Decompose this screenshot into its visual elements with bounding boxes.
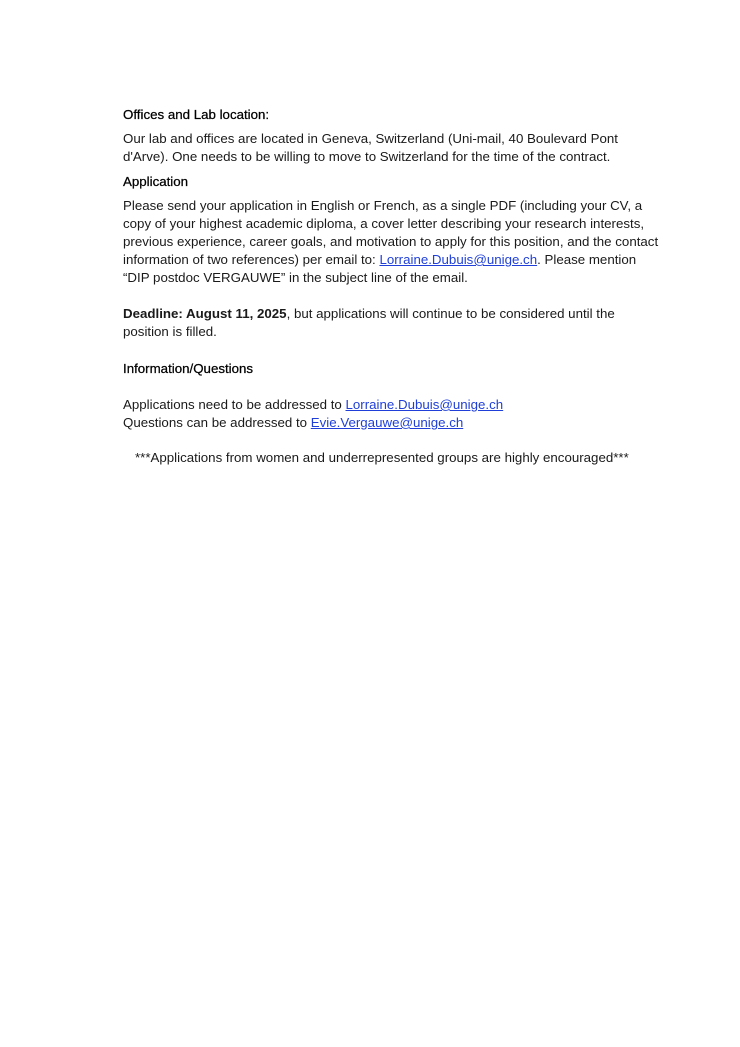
application-text-before: Please send your application in English or French, as a single PDF (including your CV, a copy of your highest academic diploma, a cover letter describing your research interests, previous experience, career goals, and motivation to apply for this position, and the contact information of two references) per email to: [123,198,659,267]
deadline-section [123,305,663,341]
application-section [123,173,663,287]
document-page [123,106,663,467]
info-section [123,360,663,432]
application-text-after: . Please mention “DIP postdoc VERGAUWE” in the subject line of the email. [123,252,637,285]
application-heading: Application [123,174,189,189]
offices-heading: Offices and Lab location: [123,107,270,122]
encouragement-note: ***Applications from women and underrepresented groups are highly encouraged*** [135,450,629,465]
applications-line [123,396,663,414]
applications-text: Applications need to be addressed to [123,397,346,412]
application-email-link[interactable]: Lorraine.Dubuis@unige.ch [379,252,538,267]
deadline-text [123,305,663,341]
info-heading: Information/Questions [123,361,254,376]
questions-text: Questions can be addressed to [123,415,311,430]
deadline-label: Deadline: August 11, 2025 [123,306,287,321]
application-text [123,197,663,287]
questions-email-link[interactable]: Evie.Vergauwe@unige.ch [310,415,464,430]
questions-line [123,414,663,432]
applications-email-link[interactable]: Lorraine.Dubuis@unige.ch [345,397,504,412]
offices-text: Our lab and offices are located in Geneva, Switzerland (Uni-mail, 40 Boulevard Pont d'Arve). One needs to be willing to move to Switzerland for the time of the contract. [123,131,618,164]
offices-section [123,106,663,166]
deadline-body: , but applications will continue to be considered until the position is filled. [123,306,615,339]
